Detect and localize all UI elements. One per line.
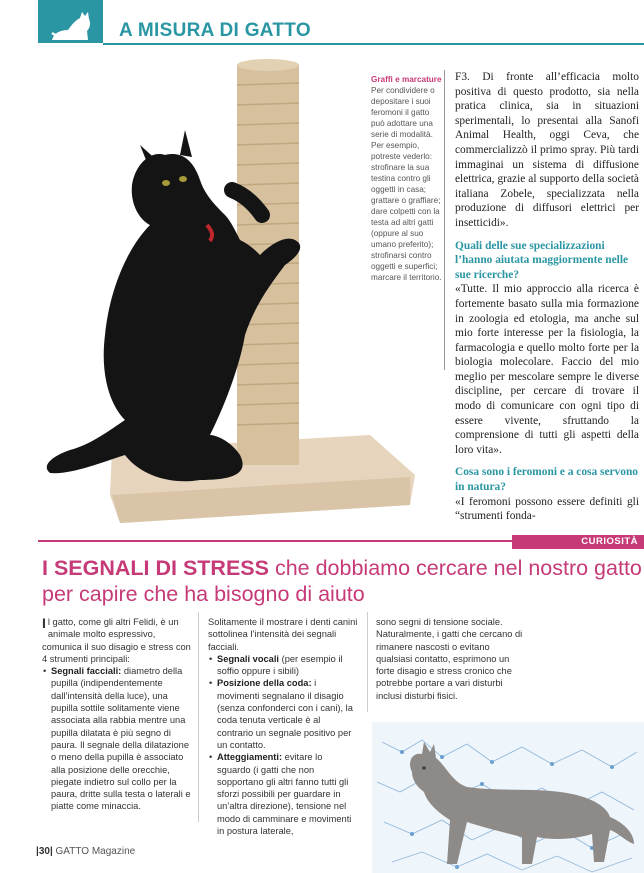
curiosity-title — [42, 555, 642, 607]
header-rule — [103, 43, 644, 45]
list-item — [217, 653, 358, 678]
dropcap: I — [42, 615, 46, 631]
curiosity-tab: CURIOSITÀ — [512, 535, 644, 549]
column-divider — [198, 612, 199, 822]
interview-paragraph: «Tutte. Il mio approccio alla ricerca è fortemente basato sulla mia formazione in zoologia ed etologia, ma anche sul mio forte interesse per la fisiologia, la farmacologia e quello molto forte per la biologia molecolare. Faccio del mio meglio per mescolare sempre le diverse discipline, per cercare di trovare il modo di comunicare con ogni tipo di essere vivente, sfruttando la comprensione di tutti gli aspetti della loro vita». — [455, 283, 639, 456]
curiosity-column-3 — [376, 616, 528, 702]
list-item-label: Posizione della coda: — [217, 678, 312, 689]
curiosity-title-rest: che dobbiamo cercare nel nostro gatto per capire che ha bisogno di aiuto — [42, 556, 642, 606]
section-title: A MISURA DI GATTO — [119, 20, 311, 41]
curiosity-column-2 — [208, 616, 358, 837]
interview-paragraph: «I feromoni possono essere definiti gli “strumenti fonda- — [455, 495, 639, 523]
list-item — [217, 751, 358, 837]
magazine-name: GATTO Magazine — [55, 846, 136, 857]
list-item-label: Segnali facciali: — [51, 666, 122, 677]
column-divider — [444, 70, 445, 370]
page-footer: |30| GATTO Magazine — [36, 846, 136, 857]
list-item-text: evitare lo sguardo (i gatti che non sopportano gli altri fanno tutti gli sforzi possibili per guardare in un’altra direzione), tensione nel modo di camminare e movimenti in postura laterale, — [217, 752, 352, 837]
list-item-text: (per esempio il soffio oppure i sibili) — [217, 653, 343, 677]
cat-silhouette-icon — [38, 0, 103, 43]
list-item — [217, 677, 358, 751]
list-item-label: Atteggiamenti: — [217, 752, 283, 763]
list-item — [51, 665, 192, 813]
caption-text: Per condividere o depositare i suoi feromoni il gatto può adottare una serie di modalità. Per esempio, potreste vederlo: strofinare la sua testina contro gli oggetti in casa; grattare o graffiare; dare colpetti con la testa ad altri gatti (oppure al suo umano preferito); strofinarsi contro oggetti e superfici; marcare il territorio. — [371, 86, 442, 282]
list-item-text: diametro della pupilla (indipendentemente dall’intensità della luce), una pupilla sottile solitamente viene associata alla rabbia mentre una pupilla dilatata è più segno di paura. Il segnale della dilatazione o meno della pupilla è associato alla posizione delle orecchie, piegate indietro sul collo per la paura, dritte sulla testa o laterali e piatte come minaccia. — [51, 666, 191, 812]
interview-column — [455, 70, 639, 532]
list-item-label: Segnali vocali — [217, 653, 280, 664]
column-text: Solitamente il mostrare i denti canini sottolinea l’intensità dei segnali facciali. — [208, 617, 358, 652]
curiosity-title-bold: I SEGNALI DI STRESS — [42, 556, 269, 580]
page-number: 30 — [38, 846, 50, 857]
curiosity-column-1 — [42, 616, 192, 813]
column-text: sono segni di tensione sociale. Naturalmente, i gatti che cercano di rimanere nascosti o evitano qualsiasi contatto, esprimono un forte disagio e stress cronico che potrebbe portare a vari disturbi inclusi disturbi fisici. — [376, 617, 523, 701]
header-logo — [38, 0, 103, 43]
photo-caption — [371, 74, 443, 283]
intro-text: l gatto, come gli altri Felidi, è un animale molto espressivo, comunica il suo disagio e stress con 4 strumenti principali: — [42, 617, 191, 664]
interview-question: Quali delle sue specializzazioni l’hanno aiutata maggiormente nelle sue ricerche? — [455, 239, 629, 281]
interview-paragraph: F3. Di fronte all’efficacia molto positiva di questo prodotto, sia nella pratica clinica, sia in situazioni sperimentali, lo presentai alla Sanofi Animal Health, oggi Ceva, che commercializzò il primo spray. Più tardi immaginai un sistema di diffusione elettrica, grazie al supporto della società italiana Zobele, specializzata nella produzione di diffusori elettrici per insetticidi». — [455, 71, 639, 229]
cat-molecular-network-photo — [372, 722, 644, 873]
list-item-text: i movimenti segnalano il disagio (senza confonderci con i cani), la coda tenuta verticale è al contrario un segnale positivo per un contatto. — [217, 678, 353, 750]
caption-title: Graffi e marcature — [371, 75, 442, 84]
interview-question: Cosa sono i feromoni e a cosa servono in natura? — [455, 466, 638, 494]
column-divider — [367, 612, 368, 712]
